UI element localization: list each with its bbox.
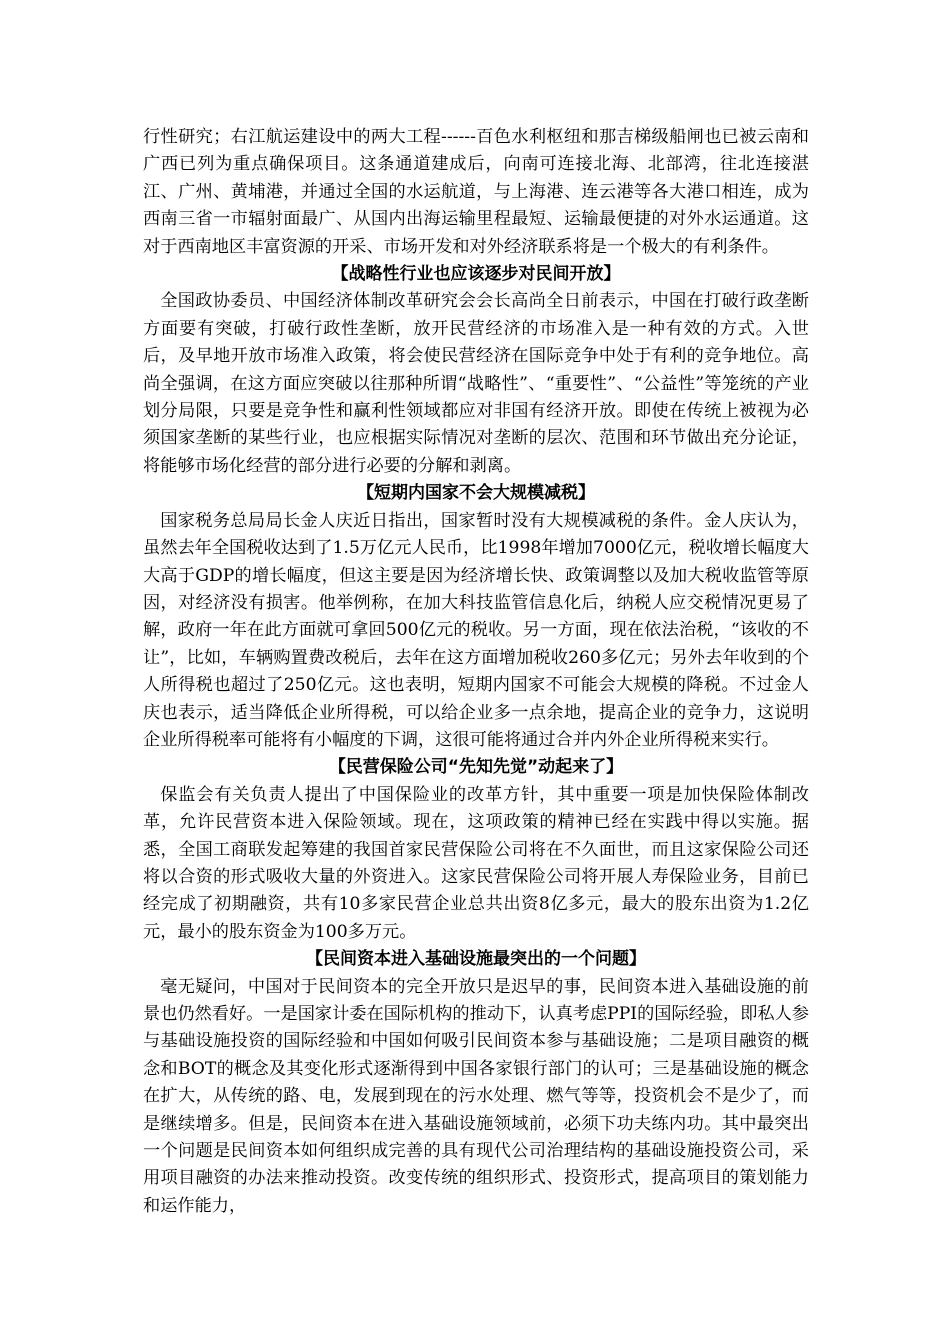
section-heading: 【战略性行业也应该逐步对民间开放】 <box>331 264 621 285</box>
section-tax-cut <box>143 480 809 754</box>
section-heading: 【短期内国家不会大规模减税】 <box>357 483 595 504</box>
section-infrastructure-capital <box>143 946 809 1220</box>
intro-paragraph: 行性研究；右江航运建设中的两大工程------百色水利枢纽和那吉梯级船闸也已被云南和广西已列为重点确保项目。这条通道建成后，向南可连接北海、北部湾，往北连接湛江、广州、黄埔港，并通过全国的水运航道，与上海港、连云港等各大港口相连，成为西南三省一市辐射面最广、从国内出海运输里程最短、运输最便捷的对外水运通道。这对于西南地区丰富资源的开采、市场开发和对外经济联系将是一个极大的有利条件。 <box>143 127 809 257</box>
section-body: 保监会有关负责人提出了中国保险业的改革方针，其中重要一项是加快保险体制改革，允许民营资本进入保险领域。现在，这项政策的精神已经在实践中得以实施。据悉，全国工商联发起筹建的我国首家民营保险公司将在不久面世，而且这家保险公司还将以合资的形式吸收大量的外资进入。这家民营保险公司将开展人寿保险业务，目前已经完成了初期融资，共有10多家民营企业总共出资8亿多元，最大的股东出资为1.2亿元，最小的股东资金为100多万元。 <box>143 784 809 942</box>
section-body: 毫无疑问，中国对于民间资本的完全开放只是迟早的事，民间资本进入基础设施的前景也仍然看好。一是国家计委在国际机构的推动下，认真考虑PPI的国际经验，即私人参与基础设施投资的国际经验和中国如何吸引民间资本参与基础设施；二是项目融资的概念和BOT的概念及其变化形式逐渐得到中国各家银行部门的认可；三是基础设施的概念在扩大，从传统的路、电，发展到现在的污水处理、燃气等等，投资机会不是少了，而是继续增多。但是，民间资本在进入基础设施领域前，必须下功夫练内功。其中最突出一个问题是民间资本如何组织成完善的具有现代公司治理结构的基础设施投资公司，采用项目融资的办法来推动投资。改变传统的组织形式、投资形式，提高项目的策划能力和运作能力， <box>143 976 809 1216</box>
section-body: 全国政协委员、中国经济体制改革研究会会长高尚全日前表示，中国在打破行政垄断方面要有突破，打破行政性垄断，放开民营经济的市场准入是一种有效的方式。入世后，及早地开放市场准入政策，将会使民营经济在国际竞争中处于有利的竞争地位。高尚全强调，在这方面应突破以往那种所谓“战略性”、“重要性”、“公益性”等笼统的产业划分局限，只要是竞争性和赢利性领域都应对非国有经济开放。即使在传统上被视为必须国家垄断的某些行业，也应根据实际情况对垄断的层次、范围和环节做出充分论证，将能够市场化经营的部分进行必要的分解和剥离。 <box>143 291 809 476</box>
section-heading: 【民营保险公司“先知先觉”动起来了】 <box>328 757 624 778</box>
document-page <box>143 124 809 1220</box>
section-body: 国家税务总局局长金人庆近日指出，国家暂时没有大规模减税的条件。金人庆认为，虽然去年全国税收达到了1.5万亿元人民币，比1998年增加7000亿元，税收增长幅度大大高于GDP的增长幅度，但这主要是因为经济增长快、政策调整以及加大税收监管等原因，对经济没有损害。他举例称，在加大科技监管信息化后，纳税人应交税情况更易了解，政府一年在此方面就可拿回500亿元的税收。另一方面，现在依法治税，“该收的不让”，比如，车辆购置费改税后，去年在这方面增加税收260多亿元；另外去年收到的个人所得税也超过了250亿元。这也表明，短期内国家不可能会大规模的降税。不过金人庆也表示，适当降低企业所得税，可以给企业多一点余地，提高企业的竞争力，这说明企业所得税率可能将有小幅度的下调，这很可能将通过合并内外企业所得税来实行。 <box>143 510 809 750</box>
section-private-insurance <box>143 754 809 946</box>
section-strategic-industries <box>143 261 809 480</box>
section-heading: 【民间资本进入基础设施最突出的一个问题】 <box>306 949 646 970</box>
